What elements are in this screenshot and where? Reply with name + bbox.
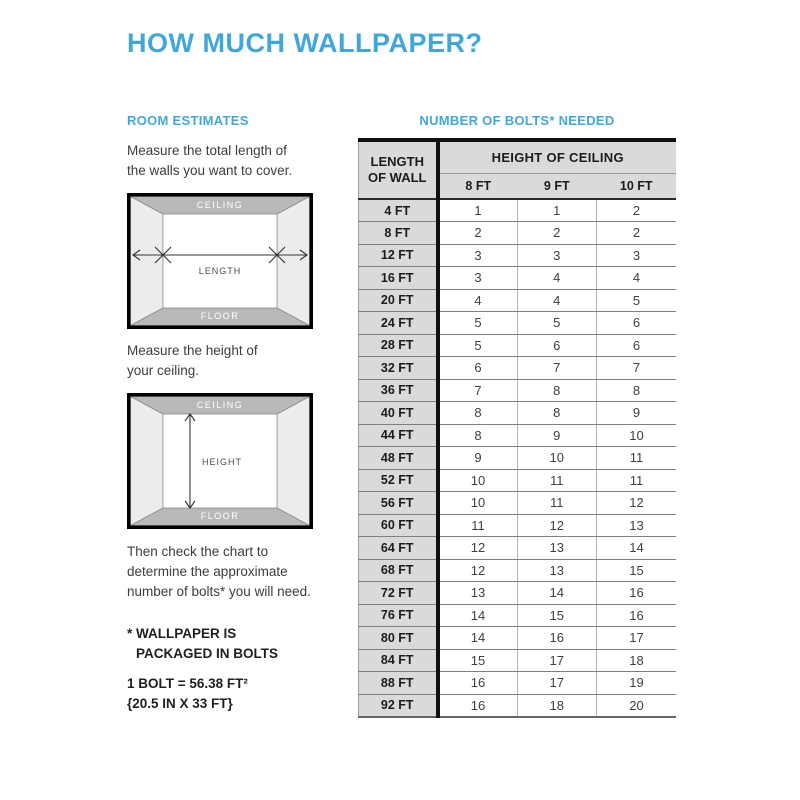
page-title: HOW MUCH WALLPAPER? <box>127 28 483 58</box>
bolt-count-cell: 2 <box>597 199 677 222</box>
bolt-count-cell: 5 <box>517 312 597 335</box>
bolt-count-cell: 4 <box>438 289 518 312</box>
bolt-count-cell: 4 <box>597 267 677 290</box>
bolt-count-cell: 11 <box>517 469 597 492</box>
bolt-count-cell: 18 <box>597 649 677 672</box>
table-row <box>359 267 677 290</box>
table-row <box>359 244 677 267</box>
table-row <box>359 334 677 357</box>
bolt-count-cell: 3 <box>517 244 597 267</box>
bolt-count-cell: 3 <box>597 244 677 267</box>
table-row <box>359 582 677 605</box>
bolt-count-cell: 20 <box>597 694 677 717</box>
bolt-count-cell: 16 <box>517 627 597 650</box>
wall-length-cell: 84 FT <box>359 649 438 672</box>
bolt-count-cell: 14 <box>438 627 518 650</box>
text-line: Measure the height of <box>127 343 258 358</box>
table-header-row <box>359 140 677 173</box>
table-row <box>359 559 677 582</box>
table-row <box>359 672 677 695</box>
bolt-count-cell: 8 <box>517 379 597 402</box>
bolt-count-cell: 2 <box>517 222 597 245</box>
wall-length-cell: 76 FT <box>359 604 438 627</box>
wallpaper-bolts-footnote <box>127 624 357 664</box>
bolts-table-body <box>359 199 677 717</box>
wall-length-cell: 8 FT <box>359 222 438 245</box>
bolt-count-cell: 12 <box>517 514 597 537</box>
col-header-8ft: 8 FT <box>438 173 518 199</box>
text-line: the walls you want to cover. <box>127 163 293 178</box>
bolt-count-cell: 16 <box>597 582 677 605</box>
bolt-count-cell: 8 <box>597 379 677 402</box>
wall-length-cell: 56 FT <box>359 492 438 515</box>
bolt-count-cell: 11 <box>517 492 597 515</box>
bolt-count-cell: 4 <box>517 267 597 290</box>
bolt-count-cell: 13 <box>438 582 518 605</box>
instruction-measure-length <box>127 141 357 181</box>
bolt-count-cell: 16 <box>597 604 677 627</box>
bolt-size-info <box>127 674 357 714</box>
table-row <box>359 469 677 492</box>
bolt-count-cell: 16 <box>438 694 518 717</box>
bolt-count-cell: 8 <box>438 424 518 447</box>
bolt-count-cell: 6 <box>517 334 597 357</box>
bolt-count-cell: 5 <box>438 312 518 335</box>
wall-length-cell: 36 FT <box>359 379 438 402</box>
table-row <box>359 537 677 560</box>
text-line: Then check the chart to <box>127 544 269 559</box>
bolt-count-cell: 6 <box>597 334 677 357</box>
bolt-count-cell: 15 <box>597 559 677 582</box>
table-row <box>359 447 677 470</box>
bolt-count-cell: 8 <box>517 402 597 425</box>
ceiling-label: CEILING <box>196 200 244 210</box>
bolt-count-cell: 13 <box>597 514 677 537</box>
bolt-count-cell: 19 <box>597 672 677 695</box>
bolt-count-cell: 10 <box>438 492 518 515</box>
bolt-count-cell: 6 <box>438 357 518 380</box>
table-row <box>359 627 677 650</box>
left-wall <box>131 197 164 326</box>
bolt-count-cell: 13 <box>517 559 597 582</box>
bolt-count-cell: 16 <box>438 672 518 695</box>
floor-label: FLOOR <box>200 511 240 521</box>
table-row <box>359 492 677 515</box>
table-row <box>359 199 677 222</box>
wall-length-cell: 64 FT <box>359 537 438 560</box>
col-header-10ft: 10 FT <box>597 173 677 199</box>
left-wall <box>131 397 164 526</box>
right-wall <box>277 197 310 326</box>
text-line: * WALLPAPER IS <box>127 626 237 641</box>
text-line: OF WALL <box>368 170 427 185</box>
wall-length-cell: 12 FT <box>359 244 438 267</box>
wall-length-cell: 28 FT <box>359 334 438 357</box>
wall-length-cell: 92 FT <box>359 694 438 717</box>
table-row <box>359 604 677 627</box>
wall-length-cell: 4 FT <box>359 199 438 222</box>
bolt-count-cell: 1 <box>438 199 518 222</box>
table-row <box>359 424 677 447</box>
room-estimates-heading: ROOM ESTIMATES <box>127 113 249 128</box>
table-row <box>359 379 677 402</box>
wall-length-cell: 32 FT <box>359 357 438 380</box>
height-measure-label: HEIGHT <box>201 457 243 467</box>
bolt-count-cell: 9 <box>597 402 677 425</box>
bolt-count-cell: 17 <box>517 649 597 672</box>
bolt-count-cell: 15 <box>517 604 597 627</box>
text-line: number of bolts* you will need. <box>127 584 311 599</box>
text-line: determine the approximate <box>127 564 288 579</box>
text-line: 1 BOLT = 56.38 FT² <box>127 676 248 691</box>
bolt-count-cell: 5 <box>597 289 677 312</box>
text-line: your ceiling. <box>127 363 200 378</box>
table-row <box>359 649 677 672</box>
wall-length-cell: 24 FT <box>359 312 438 335</box>
table-row <box>359 694 677 717</box>
bolt-count-cell: 11 <box>597 469 677 492</box>
bolt-count-cell: 3 <box>438 244 518 267</box>
bolt-count-cell: 10 <box>438 469 518 492</box>
bolts-table <box>358 138 676 718</box>
instruction-check-chart <box>127 542 357 602</box>
back-wall <box>163 214 277 308</box>
bolt-count-cell: 4 <box>517 289 597 312</box>
bolt-count-cell: 5 <box>438 334 518 357</box>
bolt-count-cell: 1 <box>517 199 597 222</box>
text-line: LENGTH <box>370 154 424 169</box>
bolt-count-cell: 14 <box>517 582 597 605</box>
wall-length-cell: 60 FT <box>359 514 438 537</box>
wall-length-cell: 80 FT <box>359 627 438 650</box>
wall-length-cell: 20 FT <box>359 289 438 312</box>
bolt-count-cell: 14 <box>438 604 518 627</box>
col-header-9ft: 9 FT <box>517 173 597 199</box>
wall-length-cell: 88 FT <box>359 672 438 695</box>
bolt-count-cell: 10 <box>517 447 597 470</box>
right-wall <box>277 397 310 526</box>
wall-length-cell: 40 FT <box>359 402 438 425</box>
bolt-count-cell: 14 <box>597 537 677 560</box>
wall-length-cell: 16 FT <box>359 267 438 290</box>
wall-length-cell: 68 FT <box>359 559 438 582</box>
bolt-count-cell: 12 <box>438 537 518 560</box>
bolt-count-cell: 8 <box>438 402 518 425</box>
table-row <box>359 357 677 380</box>
wall-length-cell: 72 FT <box>359 582 438 605</box>
bolt-count-cell: 7 <box>597 357 677 380</box>
bolt-count-cell: 7 <box>438 379 518 402</box>
bolt-count-cell: 7 <box>517 357 597 380</box>
bolt-count-cell: 3 <box>438 267 518 290</box>
text-line: Measure the total length of <box>127 143 287 158</box>
wall-length-cell: 44 FT <box>359 424 438 447</box>
bolt-count-cell: 9 <box>517 424 597 447</box>
bolt-count-cell: 12 <box>438 559 518 582</box>
bolt-count-cell: 12 <box>597 492 677 515</box>
bolt-count-cell: 6 <box>597 312 677 335</box>
length-measure-label: LENGTH <box>198 266 242 276</box>
height-of-ceiling-header: HEIGHT OF CEILING <box>438 140 677 173</box>
text-line: {20.5 IN X 33 FT} <box>127 696 233 711</box>
room-height-diagram <box>127 393 313 529</box>
bolt-count-cell: 17 <box>597 627 677 650</box>
length-of-wall-header <box>359 140 438 199</box>
bolt-count-cell: 15 <box>438 649 518 672</box>
room-length-diagram <box>127 193 313 329</box>
bolt-count-cell: 2 <box>438 222 518 245</box>
bolts-needed-heading: NUMBER OF BOLTS* NEEDED <box>419 113 615 128</box>
bolt-count-cell: 11 <box>438 514 518 537</box>
table-row <box>359 289 677 312</box>
wall-length-cell: 52 FT <box>359 469 438 492</box>
bolt-count-cell: 11 <box>597 447 677 470</box>
wall-length-cell: 48 FT <box>359 447 438 470</box>
table-row <box>359 312 677 335</box>
bolt-count-cell: 13 <box>517 537 597 560</box>
table-row <box>359 514 677 537</box>
table-row <box>359 402 677 425</box>
floor-label: FLOOR <box>200 311 240 321</box>
text-line: PACKAGED IN BOLTS <box>136 646 279 661</box>
bolt-count-cell: 18 <box>517 694 597 717</box>
bolt-count-cell: 10 <box>597 424 677 447</box>
bolt-count-cell: 2 <box>597 222 677 245</box>
instruction-measure-height <box>127 341 357 381</box>
table-row <box>359 222 677 245</box>
bolts-table-container <box>358 138 676 718</box>
bolt-count-cell: 17 <box>517 672 597 695</box>
ceiling-label: CEILING <box>196 400 244 410</box>
bolt-count-cell: 9 <box>438 447 518 470</box>
